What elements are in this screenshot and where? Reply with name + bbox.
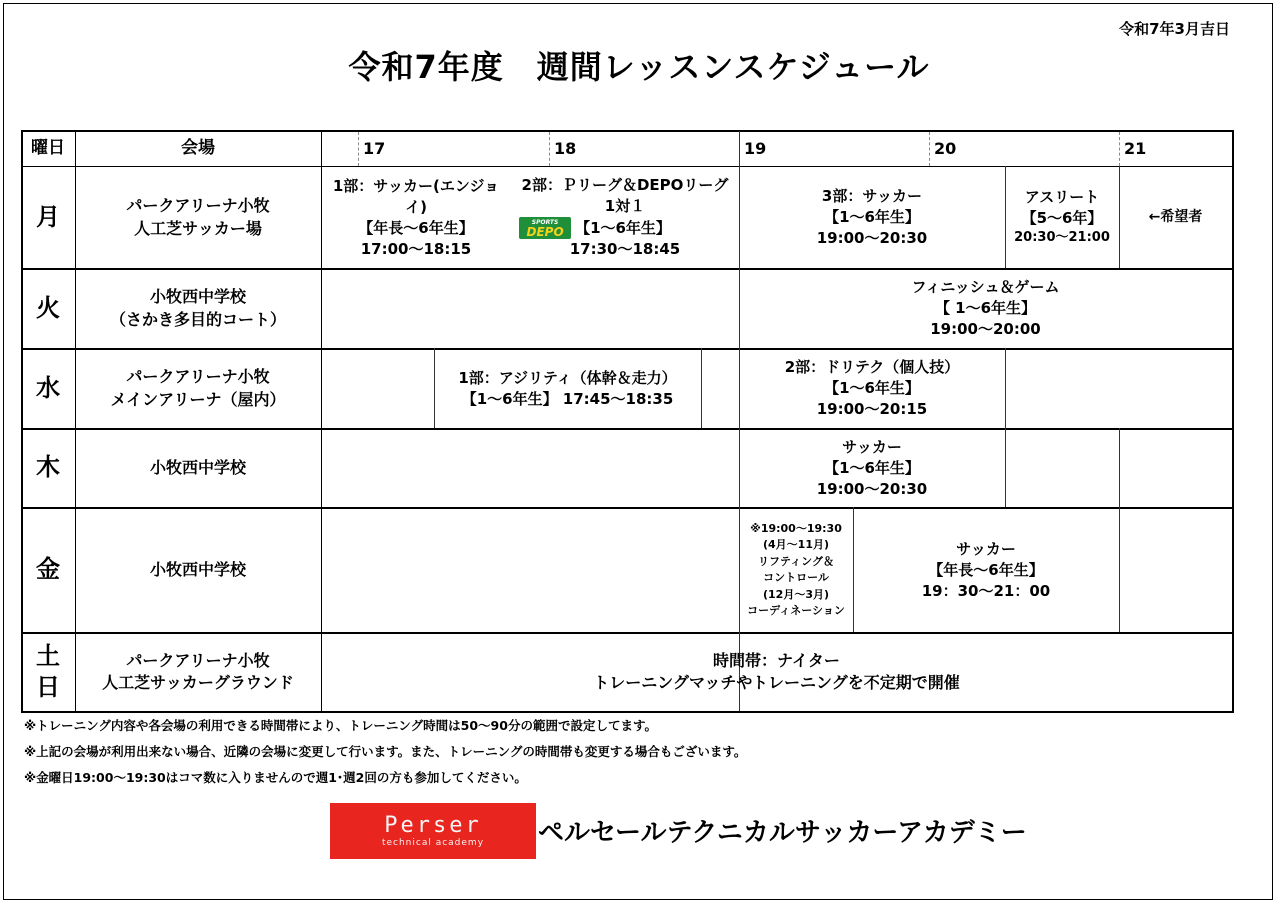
hour-label: 18 <box>554 139 577 158</box>
table-line <box>21 711 1234 713</box>
venue-header: 会場 <box>181 137 215 158</box>
venue-tuesday: 小牧西中学校 （さかき多目的コート） <box>109 287 286 329</box>
mon-part3: 3部：サッカー 【1～6年生】 19:00～20:30 <box>816 187 928 247</box>
mon-part1: 1部：サッカー(エンジョ イ) 【年長～6年生】 17:00～18:15 <box>332 176 500 258</box>
table-line <box>701 348 702 428</box>
day-monday: 月 <box>36 202 60 231</box>
mon-athlete: アスリート 【5～6年】 20:30～21:00 <box>1014 188 1110 246</box>
note-3: ※金曜日19:00～19:30はコマ数に入りませんので週1･週2回の方も参加してください。 <box>24 770 527 785</box>
sports-depo-logo: SPORTS DEPO <box>519 217 571 239</box>
note-1: ※トレーニング内容や各会場の利用できる時間帯により、トレーニング時間は50～90分の範囲で設定してます。 <box>24 718 657 733</box>
mon-request: ←希望者 <box>1148 208 1203 225</box>
hour-tick <box>358 132 359 166</box>
table-line <box>1005 348 1006 507</box>
mon-part2: 2部：Ｐリーグ＆DEPOリーグ 1対１ SPORTS DEPO 【1～6年生】 17:30～18:45 <box>512 167 738 268</box>
wed-part1: 1部：アジリティ（体幹＆走力） 【1～6年生】 17:45～18:35 <box>458 368 677 408</box>
hour-label: 21 <box>1124 139 1147 158</box>
table-line <box>321 130 322 712</box>
table-line <box>1232 130 1234 712</box>
issue-date: 令和7年3月吉日 <box>1119 20 1230 38</box>
perser-logo: Perser technical academy <box>330 803 536 859</box>
day-weekend: 土 日 <box>36 641 60 701</box>
weekend-session: 時間帯：ナイター トレーニングマッチやトレーニングを不定期で開催 <box>593 650 960 692</box>
venue-wednesday: パークアリーナ小牧 メインアリーナ（屋内） <box>110 367 286 409</box>
fri-pre-session: ※19:00～19:30 (4月～11月) リフティング＆ コントロール (12月～3月) コーディネーション <box>747 521 845 617</box>
venue-monday: パークアリーナ小牧 人工芝サッカー場 <box>126 196 270 238</box>
tue-session: フィニッシュ＆ゲーム 【 1～6年生】 19:00～20:00 <box>911 278 1060 338</box>
note-2: ※上記の会場が利用出来ない場合、近隣の会場に変更して行います。また、トレーニングの時間帯も変更する場合もございます。 <box>24 744 747 759</box>
day-wednesday: 水 <box>36 373 60 402</box>
day-tuesday: 火 <box>36 293 60 322</box>
venue-weekend: パークアリーナ小牧 人工芝サッカーグラウンド <box>102 650 294 692</box>
day-header: 曜日 <box>31 137 65 158</box>
hour-label: 19 <box>744 139 767 158</box>
venue-friday: 小牧西中学校 <box>149 559 246 579</box>
venue-thursday: 小牧西中学校 <box>149 457 246 477</box>
wed-part2: 2部：ドリテク（個人技） 【1～6年生】 19:00～20:15 <box>784 358 960 418</box>
table-line <box>1119 428 1120 632</box>
fri-session: サッカー 【年長～6年生】 19：30～21：00 <box>921 539 1051 600</box>
hour-tick <box>549 132 550 166</box>
academy-name: ペルセールテクニカルサッカーアカデミー <box>538 818 1027 848</box>
hour-label: 17 <box>363 139 386 158</box>
hour-tick <box>1119 132 1120 166</box>
day-friday: 金 <box>36 555 60 584</box>
hour-tick <box>929 132 930 166</box>
page-title: 令和7年度 週間レッスンスケジュール <box>348 48 930 86</box>
day-thursday: 木 <box>36 453 60 482</box>
hour-label: 20 <box>934 139 957 158</box>
thu-session: サッカー 【1～6年生】 19:00～20:30 <box>816 437 928 498</box>
